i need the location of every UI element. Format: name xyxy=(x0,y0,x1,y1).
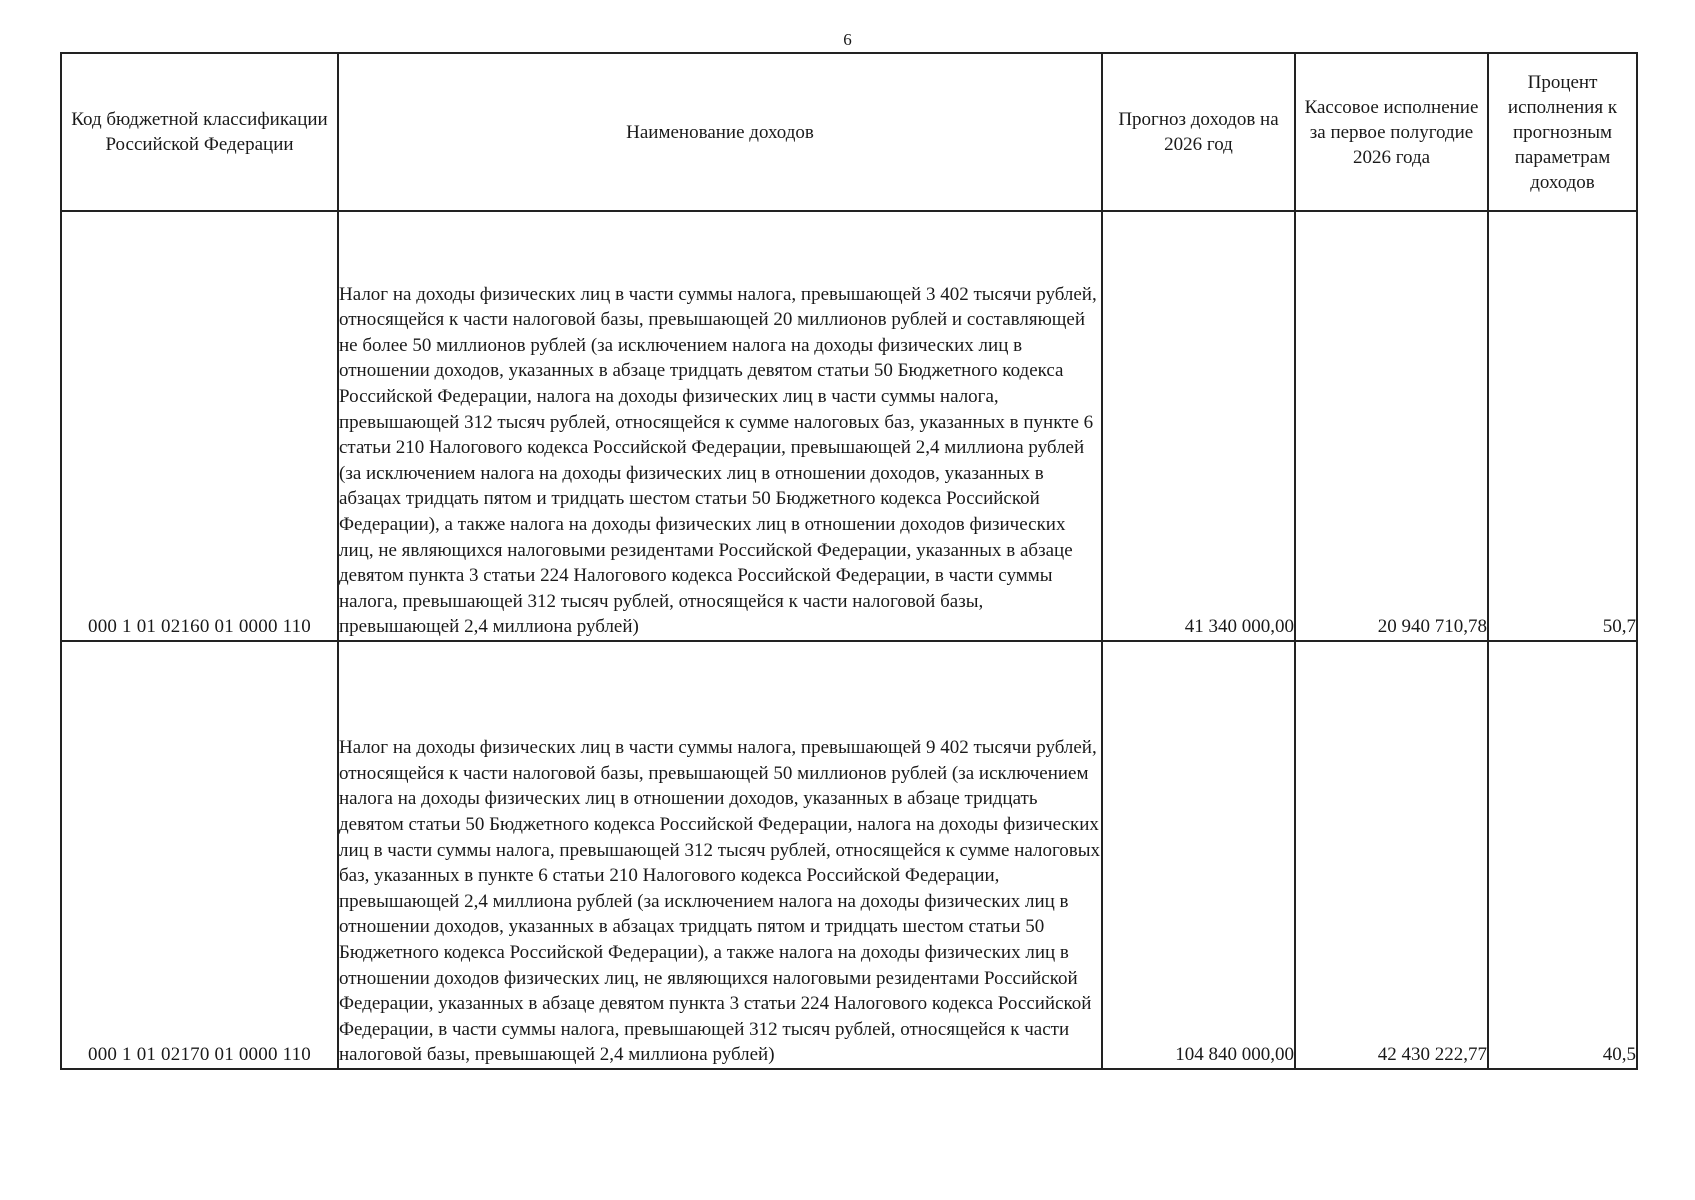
budget-revenue-table xyxy=(60,52,1638,1070)
header-forecast: Прогноз доходов на 2026 год xyxy=(1102,53,1295,211)
cash-execution-cell: 20 940 710,78 xyxy=(1295,211,1488,641)
execution-percent-cell: 50,7 xyxy=(1488,211,1637,641)
forecast-cell: 41 340 000,00 xyxy=(1102,211,1295,641)
cash-execution-cell: 42 430 222,77 xyxy=(1295,641,1488,1069)
forecast-cell: 104 840 000,00 xyxy=(1102,641,1295,1069)
header-budget-code: Код бюджетной классификации Российской Федерации xyxy=(61,53,338,211)
table-header-row xyxy=(61,53,1637,211)
execution-percent-cell: 40,5 xyxy=(1488,641,1637,1069)
header-execution-percent: Процент исполнения к прогнозным параметрам доходов xyxy=(1488,53,1637,211)
revenue-name-cell: Налог на доходы физических лиц в части суммы налога, превышающей 9 402 тысячи рублей, относящейся к части налоговой базы, превышающей 50 миллионов рублей (за исключением налога на доходы физических лиц в отношении доходов, указанных в абзаце тридцать девятом статьи 50 Бюджетного кодекса Российской Федерации, налога на доходы физических лиц в части суммы налога, превышающей 312 тысяч рублей, относящейся к сумме налоговых баз, указанных в пункте 6 статьи 210 Налогового кодекса Российской Федерации, превышающей 2,4 миллиона рублей (за исключением налога на доходы физических лиц в отношении доходов, указанных в абзацах тридцать пятом и тридцать шестом статьи 50 Бюджетного кодекса Российской Федерации), а также налога на доходы физических лиц в отношении доходов физических лиц, не являющихся налоговыми резидентами Российской Федерации, указанных в абзаце девятом пункта 3 статьи 224 Налогового кодекса Российской Федерации, в части суммы налога, превышающей 312 тысяч рублей, относящейся к части налоговой базы, превышающей 2,4 миллиона рублей) xyxy=(338,641,1102,1069)
budget-code-cell: 000 1 01 02170 01 0000 110 xyxy=(61,641,338,1069)
header-cash-execution: Кассовое исполнение за первое полугодие 2026 года xyxy=(1295,53,1488,211)
revenue-name-cell: Налог на доходы физических лиц в части суммы налога, превышающей 3 402 тысячи рублей, относящейся к части налоговой базы, превышающей 20 миллионов рублей и составляющей не более 50 миллионов рублей (за исключением налога на доходы физических лиц в отношении доходов, указанных в абзаце тридцать девятом статьи 50 Бюджетного кодекса Российской Федерации, налога на доходы физических лиц в части суммы налога, превышающей 312 тысяч рублей, относящейся к сумме налоговых баз, указанных в пункте 6 статьи 210 Налогового кодекса Российской Федерации, превышающей 2,4 миллиона рублей (за исключением налога на доходы физических лиц в отношении доходов, указанных в абзацах тридцать пятом и тридцать шестом статьи 50 Бюджетного кодекса Российской Федерации), а также налога на доходы физических лиц в отношении доходов физических лиц, не являющихся налоговыми резидентами Российской Федерации, указанных в абзаце девятом пункта 3 статьи 224 Налогового кодекса Российской Федерации, в части суммы налога, превышающей 312 тысяч рублей, относящейся к части налоговой базы, превышающей 2,4 миллиона рублей) xyxy=(338,211,1102,641)
header-revenue-name: Наименование доходов xyxy=(338,53,1102,211)
page-number: 6 xyxy=(843,30,852,49)
table-row xyxy=(61,641,1637,1069)
budget-code-cell: 000 1 01 02160 01 0000 110 xyxy=(61,211,338,641)
table-row xyxy=(61,211,1637,641)
